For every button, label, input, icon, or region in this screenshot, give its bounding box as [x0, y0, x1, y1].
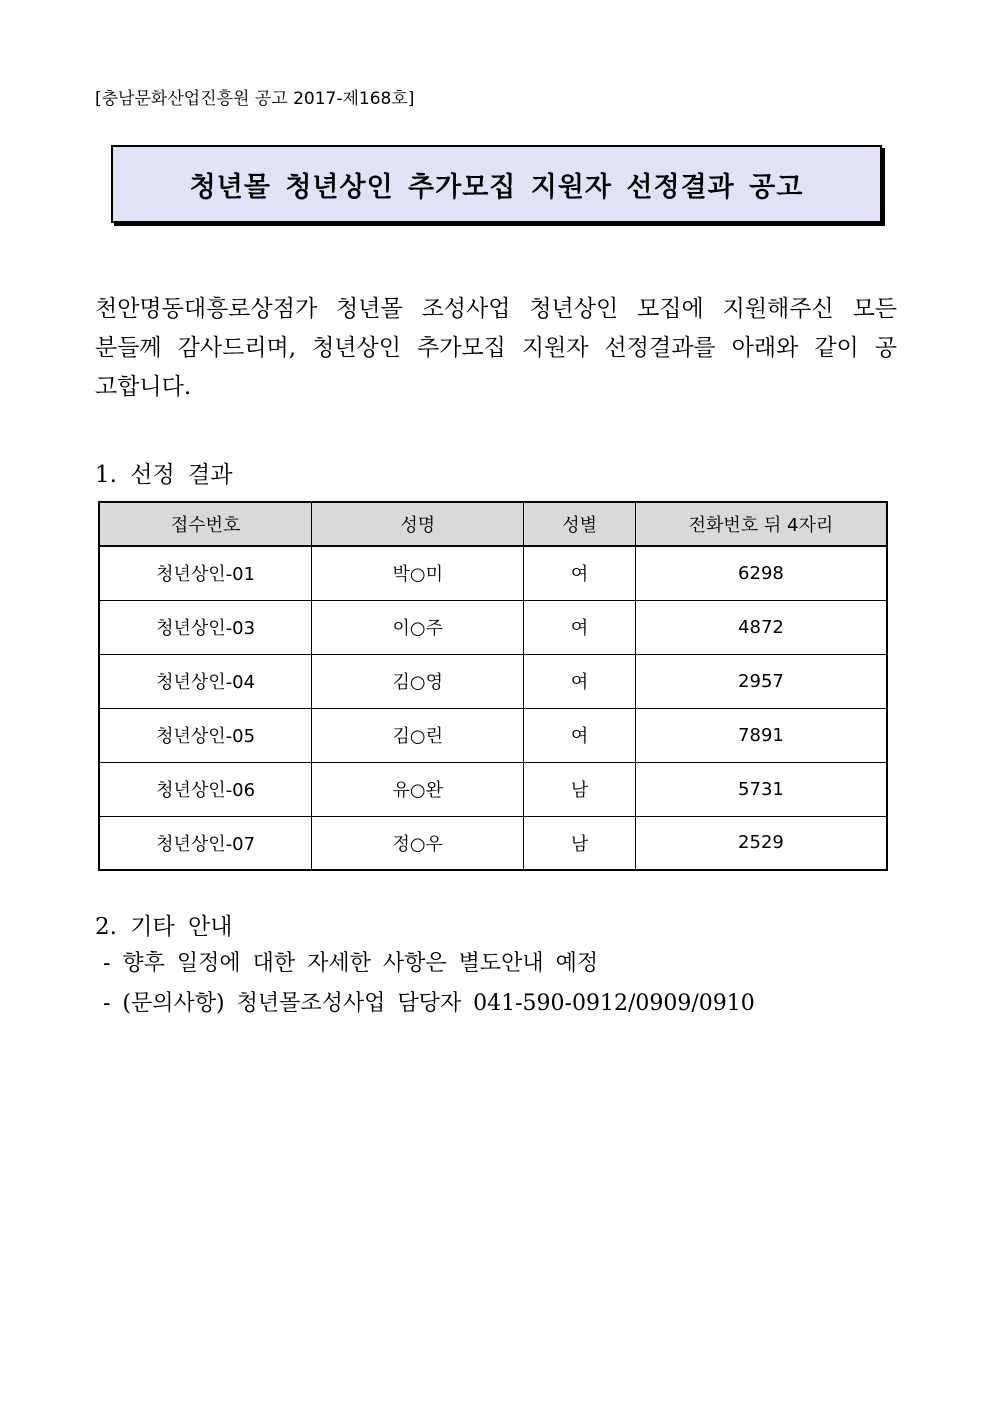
- cell-receipt-number: 청년상인-07: [99, 816, 312, 870]
- cell-name: 이○주: [312, 600, 524, 654]
- cell-gender: 여: [524, 654, 636, 708]
- table-row: [99, 654, 887, 708]
- cell-receipt-number: 청년상인-05: [99, 708, 312, 762]
- column-header-name: 성명: [312, 502, 524, 546]
- column-header-receipt-number: 접수번호: [99, 502, 312, 546]
- table-header-row: [99, 502, 887, 546]
- cell-phone-last4: 4872: [635, 600, 887, 654]
- cell-name: 박○미: [312, 546, 524, 600]
- cell-receipt-number: 청년상인-03: [99, 600, 312, 654]
- notice-number: [충남문화산업진흥원 공고 2017-제168호]: [95, 89, 415, 109]
- cell-gender: 남: [524, 816, 636, 870]
- cell-receipt-number: 청년상인-04: [99, 654, 312, 708]
- table-row: [99, 762, 887, 816]
- cell-phone-last4: 6298: [635, 546, 887, 600]
- cell-gender: 여: [524, 708, 636, 762]
- cell-phone-last4: 7891: [635, 708, 887, 762]
- cell-phone-last4: 2529: [635, 816, 887, 870]
- cell-name: 정○우: [312, 816, 524, 870]
- cell-receipt-number: 청년상인-06: [99, 762, 312, 816]
- table-row: [99, 546, 887, 600]
- cell-phone-last4: 5731: [635, 762, 887, 816]
- column-header-gender: 성별: [524, 502, 636, 546]
- info-item-contact: - (문의사항) 청년몰조성사업 담당자 041-590-0912/0909/0910: [103, 991, 755, 1016]
- cell-gender: 남: [524, 762, 636, 816]
- section-heading-other-info: 2. 기타 안내: [95, 914, 233, 940]
- results-table: [98, 501, 888, 871]
- table-row: [99, 708, 887, 762]
- table-row: [99, 816, 887, 870]
- cell-gender: 여: [524, 546, 636, 600]
- column-header-phone-last4: 전화번호 뒤 4자리: [635, 502, 887, 546]
- cell-phone-last4: 2957: [635, 654, 887, 708]
- page-title: 청년몰 청년상인 추가모집 지원자 선정결과 공고: [189, 171, 804, 203]
- cell-name: 김○린: [312, 708, 524, 762]
- title-box: [111, 145, 882, 223]
- cell-gender: 여: [524, 600, 636, 654]
- intro-paragraph: 천안명동대흥로상점가 청년몰 조성사업 청년상인 모집에 지원해주신 모든 분들께 감사드리며, 청년상인 추가모집 지원자 선정결과를 아래와 같이 공고합니다.: [95, 296, 897, 400]
- info-item-schedule: - 향후 일정에 대한 자세한 사항은 별도안내 예정: [103, 951, 599, 976]
- cell-name: 김○영: [312, 654, 524, 708]
- table-row: [99, 600, 887, 654]
- cell-receipt-number: 청년상인-01: [99, 546, 312, 600]
- section-heading-results: 1. 선정 결과: [95, 462, 233, 488]
- cell-name: 유○완: [312, 762, 524, 816]
